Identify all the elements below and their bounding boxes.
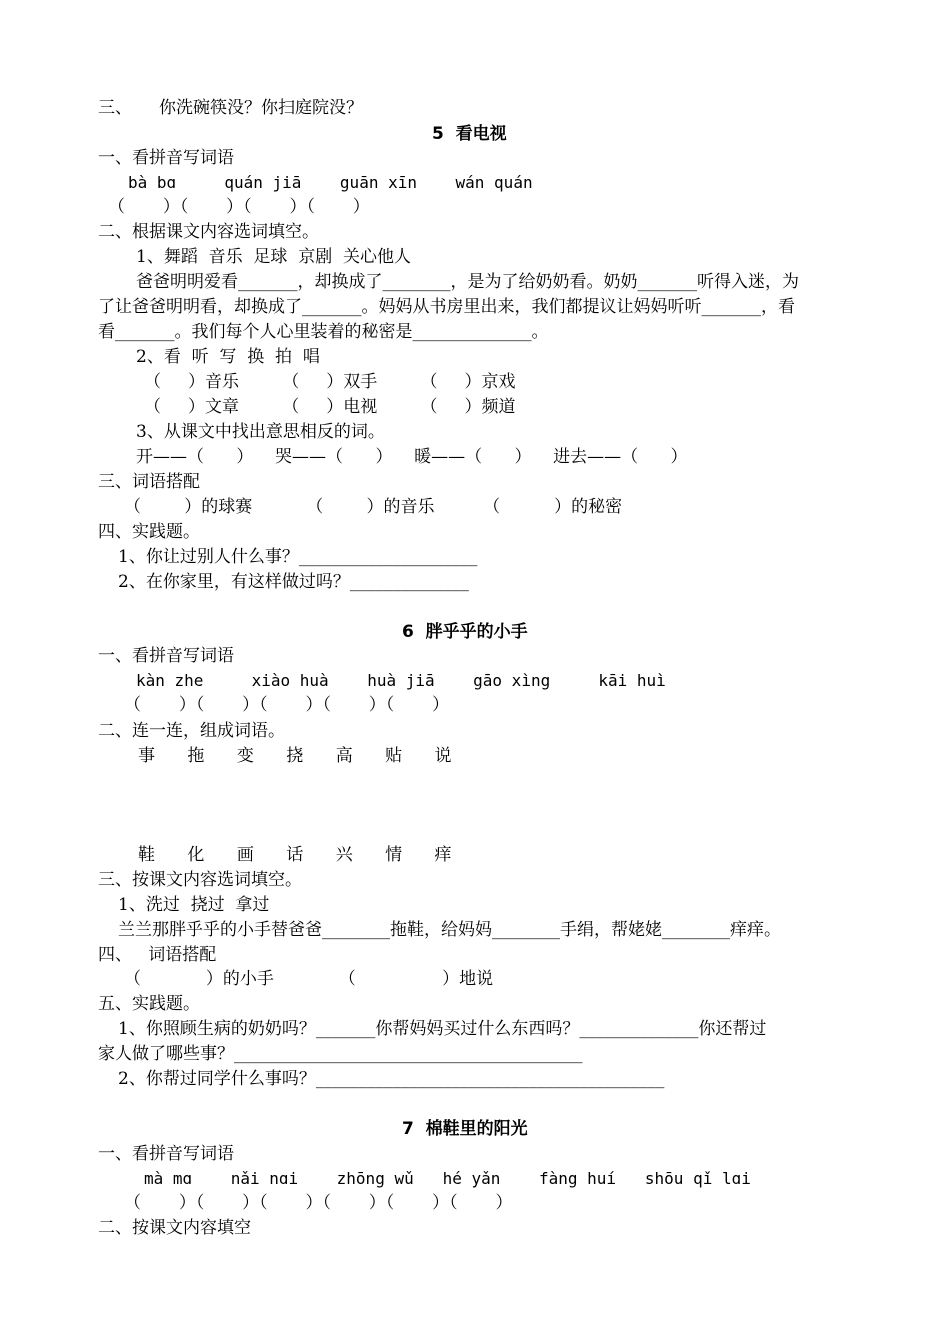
paragraph-line: 兰兰那胖乎乎的小手替爸爸________拖鞋，给妈妈________手绢，帮姥姥________痒痒。 xyxy=(118,920,781,940)
paragraph-line: 爸爸明明爱看_______，却换成了________，是为了给奶奶看。奶奶_______听得入迷，为 xyxy=(136,272,799,292)
word-bank: 1、洗过 挠过 拿过 xyxy=(118,895,270,915)
verb-match-row: （ ）音乐 （ ）双手 （ ）京戏 xyxy=(144,372,516,392)
verb-bank: 2、看 听 写 换 拍 唱 xyxy=(136,347,320,367)
heading-practice: 四、实践题。 xyxy=(98,522,200,542)
word-bank: 1、舞蹈 音乐 足球 京剧 关心他人 xyxy=(136,247,412,267)
connect-top-row: 事 拖 变 挠 高 贴 说 xyxy=(138,746,452,766)
heading-word-match: 四、 词语搭配 xyxy=(98,945,217,965)
heading-pinyin-words: 一、看拼音写词语 xyxy=(98,646,234,666)
heading-practice: 五、实践题。 xyxy=(98,994,200,1014)
paragraph-line: 看_______。我们每个人心里装着的秘密是______________。 xyxy=(98,322,549,342)
pinyin-row: mà mɑ nǎi nɑi zhōng wǔ hé yǎn fàng huí shōu qǐ lɑi xyxy=(144,1169,751,1188)
pinyin-row: kàn zhe xiào huà huà jiā gāo xìng kāi huì xyxy=(136,671,666,690)
verb-match-row: （ ）文章 （ ）电视 （ ）频道 xyxy=(144,397,516,417)
practice-question: 2、你帮过同学什么事吗？_________________________________________ xyxy=(118,1069,665,1089)
answer-brackets-row: （ ）（ ）（ ）（ ）（ ）（ ） xyxy=(124,1193,513,1213)
lesson-6-title: 6 胖乎乎的小手 xyxy=(402,622,528,642)
practice-question: 1、你照顾生病的奶奶吗？_______你帮妈妈买过什么东西吗？______________你还帮过 xyxy=(118,1019,767,1039)
heading-word-match: 三、词语搭配 xyxy=(98,472,200,492)
word-match-row: （ ）的球赛 （ ）的音乐 （ ）的秘密 xyxy=(124,497,623,517)
antonym-row: 开——（ ） 哭——（ ） 暖——（ ） 进去——（ ） xyxy=(136,447,688,467)
practice-question: 1、你让过别人什么事？_____________________ xyxy=(118,547,478,567)
heading-connect: 二、连一连，组成词语。 xyxy=(98,721,285,741)
paragraph-line: 了让爸爸明明看，却换成了_______。妈妈从书房里出来，我们都提议让妈妈听听_______，看 xyxy=(98,297,795,317)
connect-bottom-row: 鞋 化 画 话 兴 情 痒 xyxy=(138,845,452,865)
antonym-heading: 3、从课文中找出意思相反的词。 xyxy=(136,422,385,442)
pinyin-row: bà bɑ quán jiā guān xīn wán quán xyxy=(128,173,533,192)
answer-brackets-row: （ ）（ ）（ ）（ ） xyxy=(108,197,370,217)
practice-question: 家人做了哪些事？_________________________________________ xyxy=(98,1044,583,1064)
heading-pinyin-words: 一、看拼音写词语 xyxy=(98,1144,234,1164)
practice-question: 2、在你家里，有这样做过吗？______________ xyxy=(118,572,469,592)
lesson-7-title: 7 棉鞋里的阳光 xyxy=(402,1119,528,1139)
answer-brackets-row: （ ）（ ）（ ）（ ）（ ） xyxy=(124,695,450,715)
heading-fill-words: 三、按课文内容选词填空。 xyxy=(98,870,302,890)
heading-pinyin-words: 一、看拼音写词语 xyxy=(98,148,234,168)
heading-fill-text: 二、按课文内容填空 xyxy=(98,1218,251,1238)
section-three-line: 三、 你洗碗筷没？你扫庭院没？ xyxy=(98,98,364,118)
heading-fill-words: 二、根据课文内容选词填空。 xyxy=(98,222,319,242)
word-match-row: （ ）的小手 （ ）地说 xyxy=(124,969,494,989)
lesson-5-title: 5 看电视 xyxy=(432,124,507,144)
